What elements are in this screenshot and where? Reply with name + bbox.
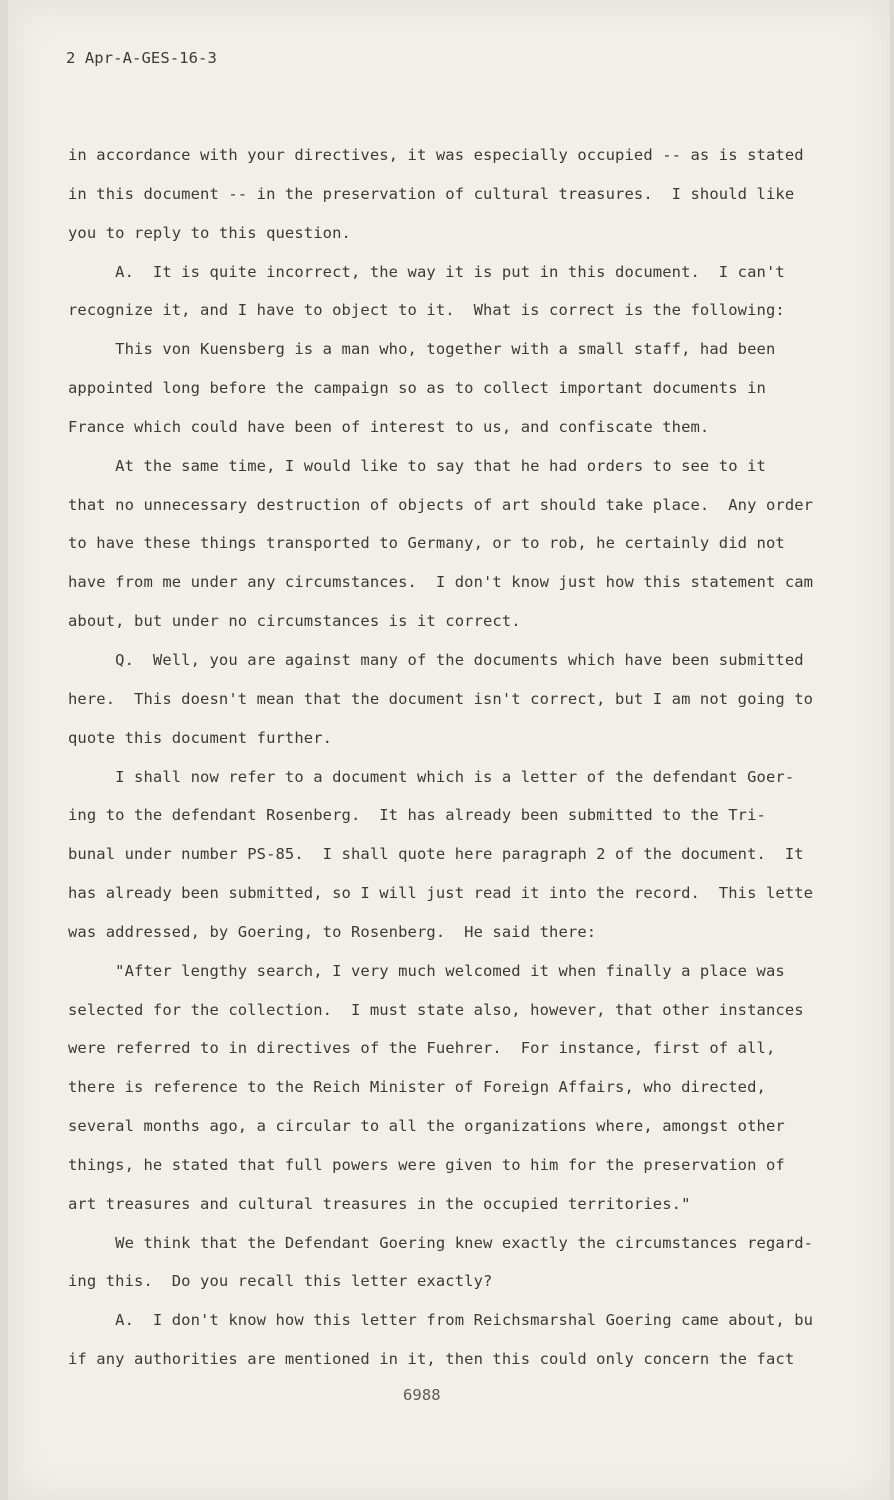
text-line: ing to the defendant Rosenberg. It has already been submitted to the Tri-	[68, 806, 766, 825]
text-line: several months ago, a circular to all the organizations where, amongst other	[68, 1117, 785, 1136]
text-line: A. It is quite incorrect, the way it is put in this document. I can't	[68, 262, 785, 281]
text-line: has already been submitted, so I will just read it into the record. This lette	[68, 884, 814, 903]
text-line: were referred to in directives of the Fuehrer. For instance, first of all,	[68, 1039, 776, 1058]
text-line: to have these things transported to Germany, or to rob, he certainly did not	[68, 534, 785, 553]
text-line: if any authorities are mentioned in it, then this could only concern the fact	[68, 1350, 795, 1369]
text-line: you to reply to this question.	[68, 223, 351, 242]
text-line: quote this document further.	[68, 728, 333, 747]
text-line: bunal under number PS-85. I shall quote here paragraph 2 of the document. It	[68, 845, 804, 864]
page-number: 6988	[403, 1386, 441, 1404]
text-line: about, but under no circumstances is it correct.	[68, 612, 521, 631]
text-line: there is reference to the Reich Minister of Foreign Affairs, who directed,	[68, 1078, 766, 1097]
text-line: appointed long before the campaign so as to collect important documents in	[68, 379, 766, 398]
text-line: ing this. Do you recall this letter exactly?	[68, 1272, 493, 1291]
text-line: selected for the collection. I must state also, however, that other instances	[68, 1000, 804, 1019]
text-line: things, he stated that full powers were given to him for the preservation of	[68, 1155, 785, 1174]
text-line: France which could have been of interest to us, and confiscate them.	[68, 417, 710, 436]
text-line: in accordance with your directives, it was especially occupied -- as is stated	[68, 146, 804, 164]
text-line: I shall now refer to a document which is a letter of the defendant Goer-	[68, 767, 795, 786]
text-line: recognize it, and I have to object to it. What is correct is the following:	[68, 301, 785, 320]
text-line: art treasures and cultural treasures in the occupied territories."	[68, 1194, 691, 1213]
text-line: We think that the Defendant Goering knew exactly the circumstances regard-	[68, 1233, 814, 1252]
text-line: here. This doesn't mean that the document isn't correct, but I am not going to	[68, 689, 814, 708]
document-page	[8, 0, 890, 1500]
text-line: Q. Well, you are against many of the documents which have been submitted	[68, 650, 804, 669]
text-line: that no unnecessary destruction of objects of art should take place. Any order	[68, 495, 814, 514]
text-line: This von Kuensberg is a man who, together with a small staff, had been	[68, 340, 776, 359]
text-line: have from me under any circumstances. I don't know just how this statement cam	[68, 573, 814, 592]
text-line: At the same time, I would like to say that he had orders to see to it	[68, 456, 766, 475]
text-line: "After lengthy search, I very much welcomed it when finally a place was	[68, 961, 785, 980]
text-line: was addressed, by Goering, to Rosenberg. He said there:	[68, 922, 597, 941]
transcript-body	[68, 143, 828, 1386]
document-reference-id: 2 Apr-A-GES-16-3	[66, 49, 217, 67]
text-line: A. I don't know how this letter from Reichsmarshal Goering came about, bu	[68, 1311, 814, 1330]
text-line: in this document -- in the preservation of cultural treasures. I should like	[68, 184, 795, 203]
